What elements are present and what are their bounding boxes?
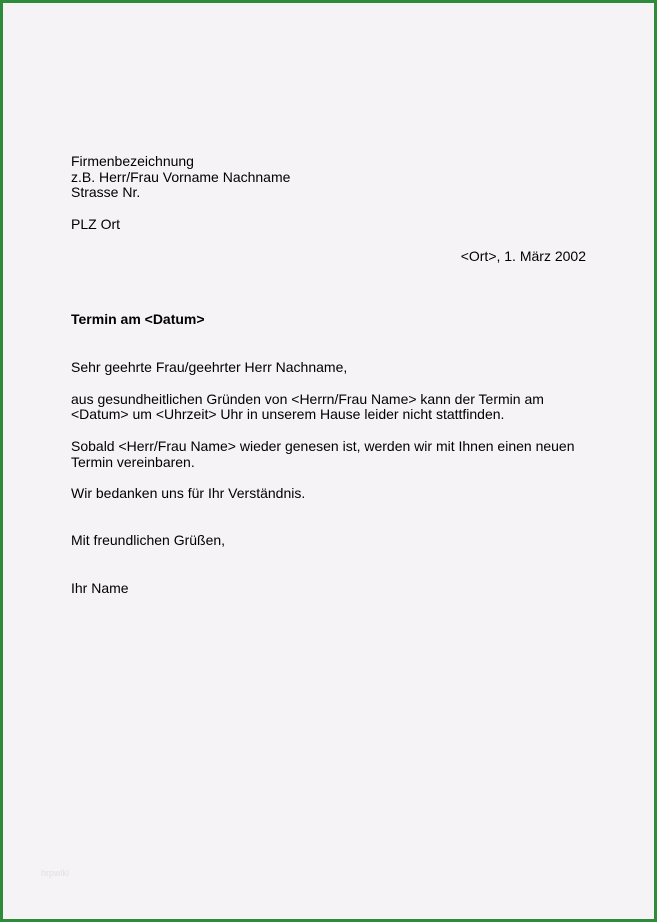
sender-city: PLZ Ort (71, 216, 121, 232)
letter-closing: Mit freundlichen Grüßen, (71, 532, 226, 548)
paragraph-2-line-2: Termin vereinbaren. (71, 454, 195, 470)
place-date-line: <Ort>, 1. März 2002 (460, 248, 586, 264)
paragraph-3-line-1: Wir bedanken uns für Ihr Verständnis. (71, 485, 306, 501)
sender-street: Strasse Nr. (71, 184, 141, 200)
sender-company: Firmenbezeichnung (71, 153, 194, 169)
letter-subject: Termin am <Datum> (71, 311, 205, 327)
letter-salutation: Sehr geehrte Frau/geehrter Herr Nachname, (71, 359, 348, 375)
paragraph-1-line-1: aus gesundheitlichen Gründen von <Herrn/Frau Name> kann der Termin am (71, 391, 544, 407)
sender-contact: z.B. Herr/Frau Vorname Nachname (71, 169, 291, 185)
paragraph-1-line-2: <Datum> um <Uhrzeit> Uhr in unserem Hause leider nicht stattfinden. (71, 406, 505, 422)
letter-signature: Ihr Name (71, 580, 129, 596)
paragraph-2-line-1: Sobald <Herr/Frau Name> wieder genesen ist, werden wir mit Ihnen einen neuen (71, 438, 575, 454)
watermark: hrpwiki (41, 868, 70, 878)
